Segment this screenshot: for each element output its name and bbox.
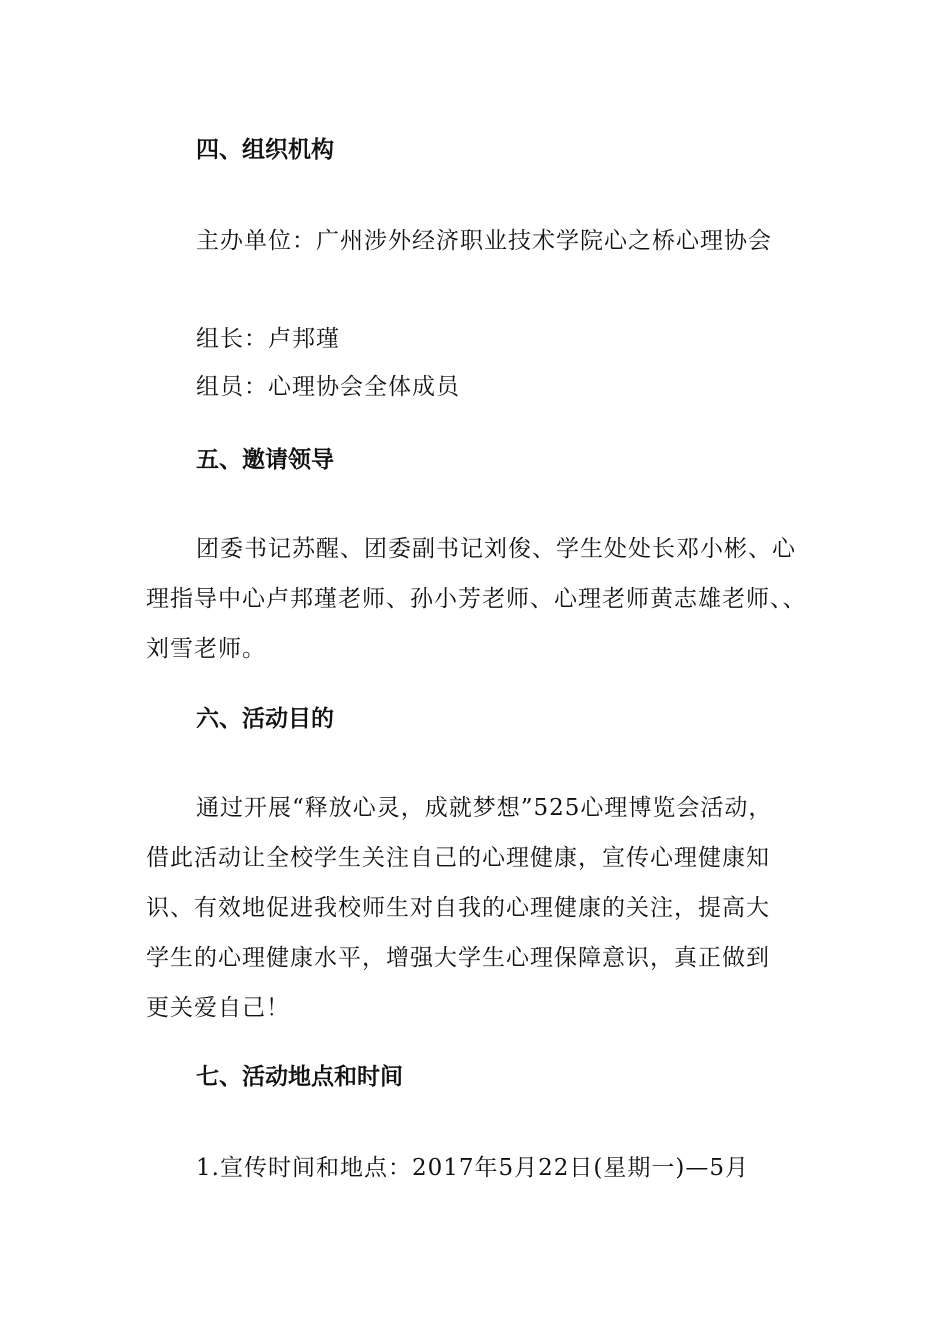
- group-leader: 组长：卢邦瑾: [196, 326, 340, 352]
- purpose-line-1: 通过开展“释放心灵，成就梦想”525心理博览会活动，: [196, 795, 773, 821]
- host-organization: 主办单位：广州涉外经济职业技术学院心之桥心理协会: [196, 228, 772, 254]
- leaders-line-2: 理指导中心卢邦瑾老师、孙小芳老师、心理老师黄志雄老师、、: [146, 586, 807, 612]
- group-members: 组员：心理协会全体成员: [196, 374, 460, 400]
- schedule-item-1: 1.宣传时间和地点：2017年5月22日(星期一)—5月: [196, 1155, 749, 1181]
- purpose-line-4: 学生的心理健康水平，增强大学生心理保障意识，真正做到: [146, 945, 770, 971]
- purpose-line-2: 借此活动让全校学生关注自己的心理健康，宣传心理健康知: [146, 845, 770, 871]
- section-5-heading: 五、邀请领导: [196, 447, 334, 473]
- section-4-heading: 四、组织机构: [196, 137, 334, 163]
- purpose-line-3: 识、有效地促进我校师生对自我的心理健康的关注，提高大: [146, 895, 770, 921]
- section-6-heading: 六、活动目的: [196, 706, 334, 732]
- leaders-line-3: 刘雪老师。: [146, 636, 266, 662]
- section-7-heading: 七、活动地点和时间: [196, 1064, 403, 1090]
- leaders-line-1: 团委书记苏醒、团委副书记刘俊、学生处处长邓小彬、心: [196, 536, 796, 562]
- purpose-line-5: 更关爱自己！: [146, 995, 290, 1021]
